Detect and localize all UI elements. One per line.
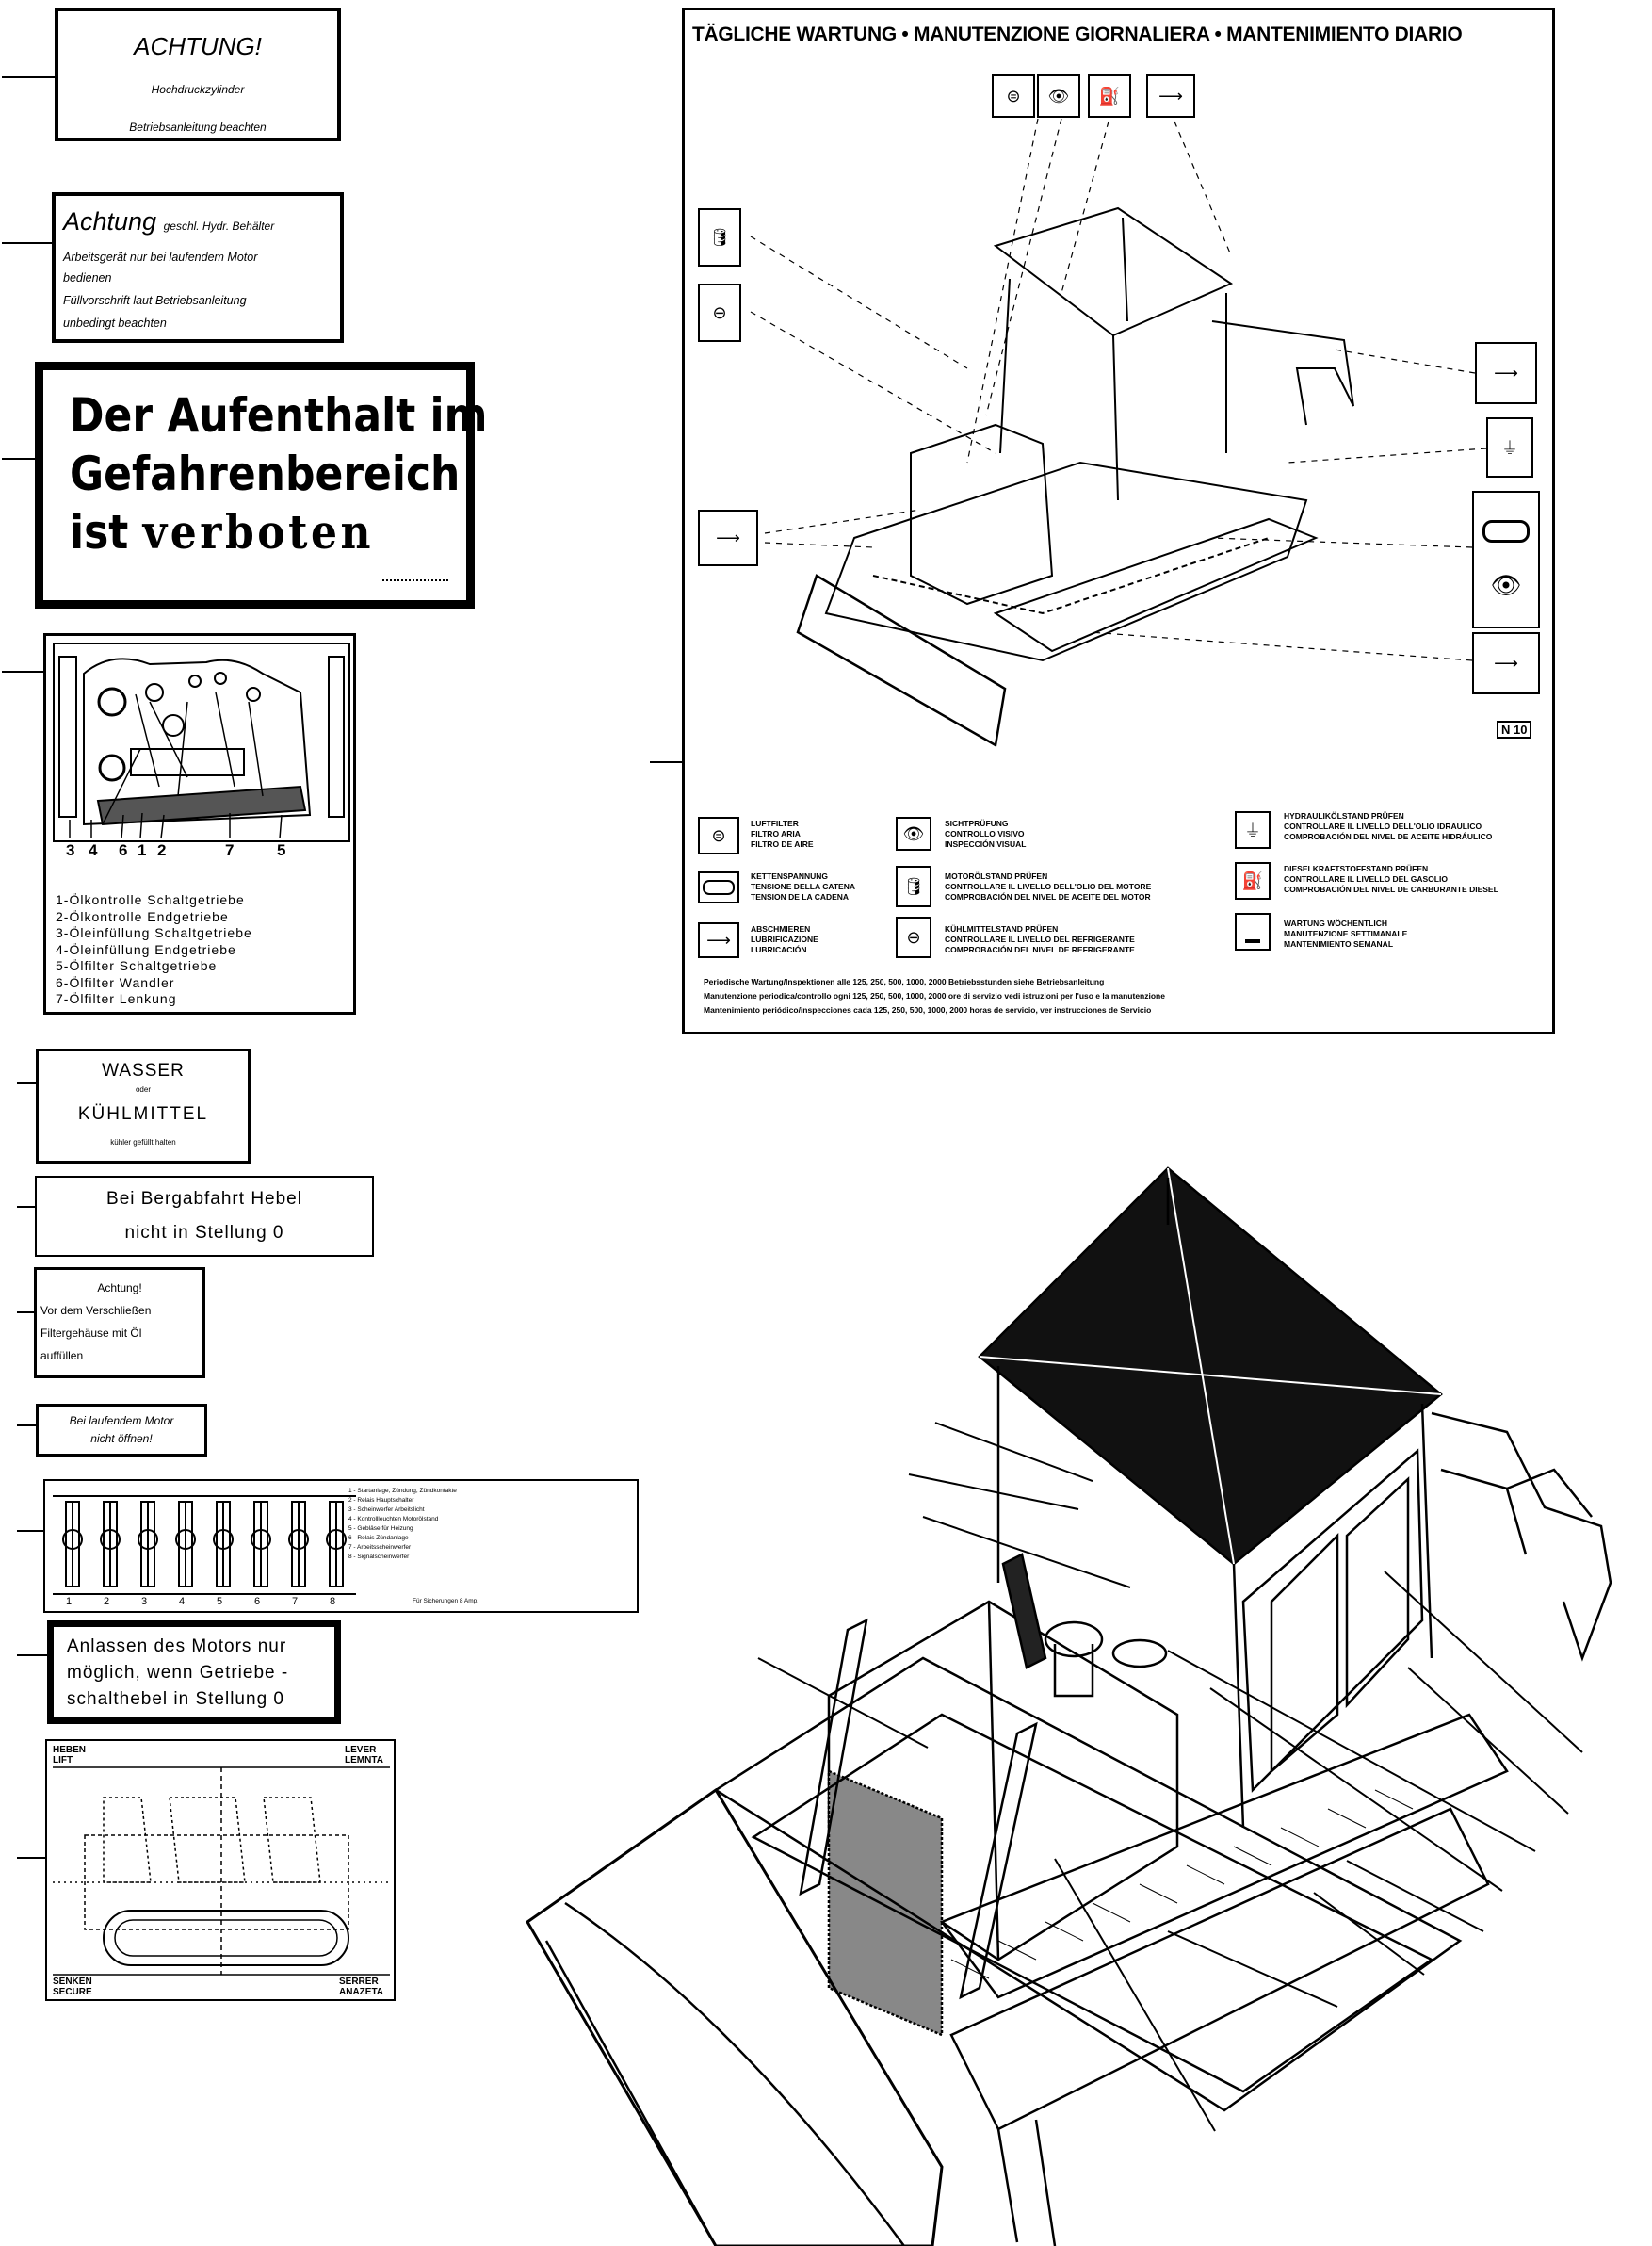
label-hydraulik-line4: unbedingt beachten: [63, 317, 167, 330]
oil-diagram-drawing: [46, 636, 359, 871]
label-hochdruck-title: ACHTUNG!: [134, 32, 262, 60]
fuel-icon: ⛽: [1235, 862, 1271, 900]
legend-hydraulic-oil: HYDRAULIKÖLSTAND PRÜFEN CONTROLLARE IL LIVELLO DELL'OLIO IDRAULICO COMPROBACIÓN DEL NIVEL DE ACEITE HIDRÁULICO: [1284, 811, 1493, 841]
top-icon-air-filter: ⊜: [992, 74, 1035, 118]
label-gefahrenbereich: [35, 362, 488, 609]
fuse-footer: Für Sicherungen 8 Amp.: [413, 1598, 479, 1604]
list-item: 7 - Arbeitsscheinwerfer: [348, 1544, 412, 1551]
label-hochdruck-line2: Betriebsanleitung beachten: [129, 121, 267, 134]
list-item: 1 - Startanlage, Zündung, Zündkontakte: [348, 1488, 457, 1494]
list-item: 4 - Kontrollleuchten Motorölstand: [348, 1516, 439, 1522]
list-item: 7-Ölfilter Lenkung: [56, 991, 177, 1006]
callout-4: 4: [89, 841, 98, 859]
label-gefahrenbereich-verboten: verboten: [142, 504, 374, 560]
left-icon-grease-gun: ⟶: [698, 510, 758, 566]
leader-line-lever: [17, 1857, 47, 1859]
fuse-slot-1: 1: [66, 1596, 73, 1607]
fuse-slot-3: 3: [141, 1596, 148, 1607]
label-wasser-line4: kühler gefüllt halten: [110, 1138, 176, 1147]
dozer-callout-lines: [758, 1423, 1582, 2131]
leader-line-hydraulik: [2, 242, 55, 244]
lever-top-left-2: LIFT: [53, 1755, 73, 1766]
lever-top-left-1: HEBEN: [53, 1745, 87, 1755]
leader-line-wasser: [17, 1082, 38, 1084]
label-oil-diagram: [43, 633, 356, 1015]
chain-tension-icon: [698, 871, 739, 903]
coolant-icon: ⊖: [896, 917, 931, 958]
right-icon-hydraulic-oil: ⏚: [1486, 417, 1533, 478]
legend-fuel: DIESELKRAFTSTOFFSTAND PRÜFEN CONTROLLARE IL LIVELLO DEL GASOLIO COMPROBACIÓN DEL NIVEL DE CARBURANTE DIESEL: [1284, 864, 1498, 894]
weekly-icon: [1235, 913, 1271, 951]
fuse-slot-4: 4: [179, 1596, 186, 1607]
label-hydraulik-title: Achtung geschl. Hydr. Behälter: [63, 207, 275, 236]
label-fuse-panel: [43, 1479, 639, 1613]
label-hochdruckzylinder: [55, 8, 341, 141]
label-wasser: [36, 1049, 251, 1164]
maintenance-chart: [682, 8, 1555, 1034]
leader-line-filtergehaeuse: [17, 1311, 36, 1313]
list-item: 1-Ölkontrolle Schaltgetriebe: [56, 892, 245, 907]
list-item: 5-Ölfilter Schaltgetriebe: [56, 958, 218, 973]
label-laufender-motor: [36, 1404, 207, 1457]
legend-coolant: KÜHLMITTELSTAND PRÜFEN CONTROLLARE IL LIVELLO DEL REFRIGERANTE COMPROBACIÓN DEL NIVEL DE REFRIGERANTE: [945, 924, 1135, 954]
callout-7: 7: [225, 841, 235, 859]
label-bergabfahrt-line1: Bei Bergabfahrt Hebel: [106, 1189, 302, 1209]
label-anlassen-line3: schalthebel in Stellung 0: [67, 1689, 284, 1709]
label-bergabfahrt-line2: nicht in Stellung 0: [124, 1223, 284, 1243]
fuse-slot-5: 5: [217, 1596, 223, 1607]
callout-5: 5: [277, 841, 286, 859]
fuse-legend: [348, 1487, 457, 1562]
list-item: 8 - Signalscheinwerfer: [348, 1554, 410, 1560]
fuse-slot-2: 2: [104, 1596, 110, 1607]
label-hydraulik-line1: Arbeitsgerät nur bei laufendem Motor: [63, 251, 258, 264]
lever-drawing: [47, 1741, 397, 2003]
leader-line-hochdruck: [2, 76, 55, 78]
legend-engine-oil: MOTORÖLSTAND PRÜFEN CONTROLLARE IL LIVELLO DELL'OLIO DEL MOTORE COMPROBACIÓN DEL NIVEL DE ACEITE DEL MOTOR: [945, 871, 1152, 902]
label-filtergehaeuse-line4: auffüllen: [40, 1349, 84, 1362]
label-laufender-motor-line2: nicht öffnen!: [90, 1432, 153, 1445]
left-icon-coolant: ⊖: [698, 284, 741, 342]
label-laufender-motor-line1: Bei laufendem Motor: [69, 1414, 174, 1427]
maintenance-footer: Periodische Wartung/Inspektionen alle 125, 250, 500, 1000, 2000 Betriebsstunden siehe Betriebsanleitung Manutenzione periodica/controllo ogni 125, 250, 500, 1000, 2000 ore di servizio vedi istruzioni per l'uso e la manutenzione Mantenimiento periódico/inspecciones cada 125, 250, 500, 1000, 2000 horas de servicio, ver instrucciones de Servicio: [704, 977, 1165, 1015]
label-gefahrenbereich-line1: Der Aufenthalt im: [70, 388, 488, 443]
list-item: 5 - Gebläse für Heizung: [348, 1525, 413, 1532]
maintenance-chart-title: TÄGLICHE WARTUNG • MANUTENZIONE GIORNALIERA • MANTENIMIENTO DIARIO: [692, 24, 1463, 45]
oil-diagram-callouts: [46, 841, 359, 862]
callout-6: 6: [119, 841, 128, 859]
maintenance-legend: [698, 809, 1546, 969]
legend-chain-tension: KETTENSPANNUNG TENSIONE DELLA CATENA TENSION DE LA CADENA: [751, 871, 855, 902]
fuse-panel-drawing: [45, 1481, 365, 1613]
lever-bottom-left-1: SENKEN: [53, 1977, 92, 1987]
label-gefahrenbereich-line3: ist verboten: [70, 504, 374, 560]
label-anlassen: [47, 1620, 341, 1724]
engine-oil-icon: 🛢: [896, 866, 931, 907]
label-hydraulik-title-suffix: geschl. Hydr. Behälter: [163, 220, 275, 233]
label-anlassen-line1: Anlassen des Motors nur: [67, 1636, 287, 1656]
label-gefahrenbereich-line2: Gefahrenbereich: [70, 447, 461, 501]
right-icon-grease-gun-2: ⟶: [1472, 632, 1540, 694]
label-filtergehaeuse-line1: Achtung!: [97, 1281, 142, 1294]
fuse-slot-numbers: [45, 1596, 365, 1611]
label-hydraulik-behaelter: [52, 192, 344, 343]
grease-gun-icon: ⟶: [698, 922, 739, 958]
list-item: 3-Öleinfüllung Schaltgetriebe: [56, 925, 252, 940]
list-item: 4-Öleinfüllung Endgetriebe: [56, 941, 236, 957]
label-hydraulik-line2: bedienen: [63, 271, 112, 285]
leader-line-gefahrenbereich: [2, 458, 36, 460]
label-filtergehaeuse-line2: Vor dem Verschließen: [40, 1304, 152, 1317]
lever-bottom-right-1: SERRER: [339, 1977, 379, 1987]
lever-bottom-left-2: SECURE: [53, 1987, 92, 1997]
label-wasser-line2: oder: [135, 1085, 151, 1094]
top-icon-fuel: ⛽: [1088, 74, 1131, 118]
air-filter-icon: ⊜: [698, 817, 739, 854]
label-lever-diagram: [45, 1739, 396, 2001]
list-item: 6-Ölfilter Wandler: [56, 974, 175, 990]
divider-line: [382, 579, 448, 583]
maintenance-dozer-drawing: [685, 10, 1558, 821]
top-icon-eye: 👁: [1037, 74, 1080, 118]
lever-bottom-right-2: ANAZETA: [339, 1987, 384, 1997]
callout-3: 3: [66, 841, 75, 859]
list-item: 2-Ölkontrolle Endgetriebe: [56, 908, 229, 924]
list-item: 2 - Relais Hauptschalter: [348, 1497, 414, 1504]
chart-code-n10: N 10: [1497, 721, 1531, 739]
label-filtergehaeuse-line3: Filtergehäuse mit Öl: [40, 1326, 142, 1340]
leader-line-bergabfahrt: [17, 1206, 36, 1208]
left-icon-engine-oil: 🛢: [698, 208, 741, 267]
callout-1: 1: [138, 841, 147, 859]
label-wasser-line1: WASSER: [102, 1061, 185, 1081]
eye-icon: 👁: [896, 817, 931, 851]
legend-air-filter: LUFTFILTER FILTRO ARIA FILTRO DE AIRE: [751, 819, 814, 849]
label-hochdruck-line1: Hochdruckzylinder: [151, 83, 245, 96]
fuse-slot-7: 7: [292, 1596, 299, 1607]
hydraulic-oil-icon: ⏚: [1235, 811, 1271, 849]
callout-2: 2: [157, 841, 167, 859]
legend-grease: ABSCHMIEREN LUBRIFICAZIONE LUBRICACIÓN: [751, 924, 818, 954]
label-bergabfahrt: [35, 1176, 374, 1257]
leader-line-oil-diagram: [2, 671, 45, 673]
lever-top-right-2: LEMNTA: [345, 1755, 383, 1766]
leader-line-anlassen: [17, 1654, 47, 1656]
leader-line-laufender-motor: [17, 1424, 36, 1426]
canopy-roof: [980, 1168, 1441, 1564]
eye-icon: 👁: [1490, 570, 1522, 599]
lever-top-right-1: LEVER: [345, 1745, 377, 1755]
top-icon-grease-gun: ⟶: [1146, 74, 1195, 118]
legend-visual: SICHTPRÜFUNG CONTROLLO VISIVO INSPECCIÓN VISUAL: [945, 819, 1027, 849]
list-item: 6 - Relais Zündanlage: [348, 1535, 409, 1541]
fuse-slot-6: 6: [254, 1596, 261, 1607]
label-wasser-line3: KÜHLMITTEL: [77, 1104, 209, 1124]
right-icon-grease-gun-1: ⟶: [1475, 342, 1537, 404]
label-anlassen-line2: möglich, wenn Getriebe -: [67, 1663, 289, 1683]
leader-line-maintenance-chart: [650, 761, 684, 763]
label-filtergehaeuse: [34, 1267, 205, 1378]
fuse-slot-8: 8: [330, 1596, 336, 1607]
label-hydraulik-line3: Füllvorschrift laut Betriebsanleitung: [63, 294, 247, 307]
leader-line-fuse-panel: [17, 1530, 45, 1532]
oil-diagram-list: [56, 892, 252, 1008]
list-item: 3 - Scheinwerfer Arbeitslicht: [348, 1506, 425, 1513]
legend-weekly: WARTUNG WÖCHENTLICH MANUTENZIONE SETTIMANALE MANTENIMIENTO SEMANAL: [1284, 919, 1408, 949]
